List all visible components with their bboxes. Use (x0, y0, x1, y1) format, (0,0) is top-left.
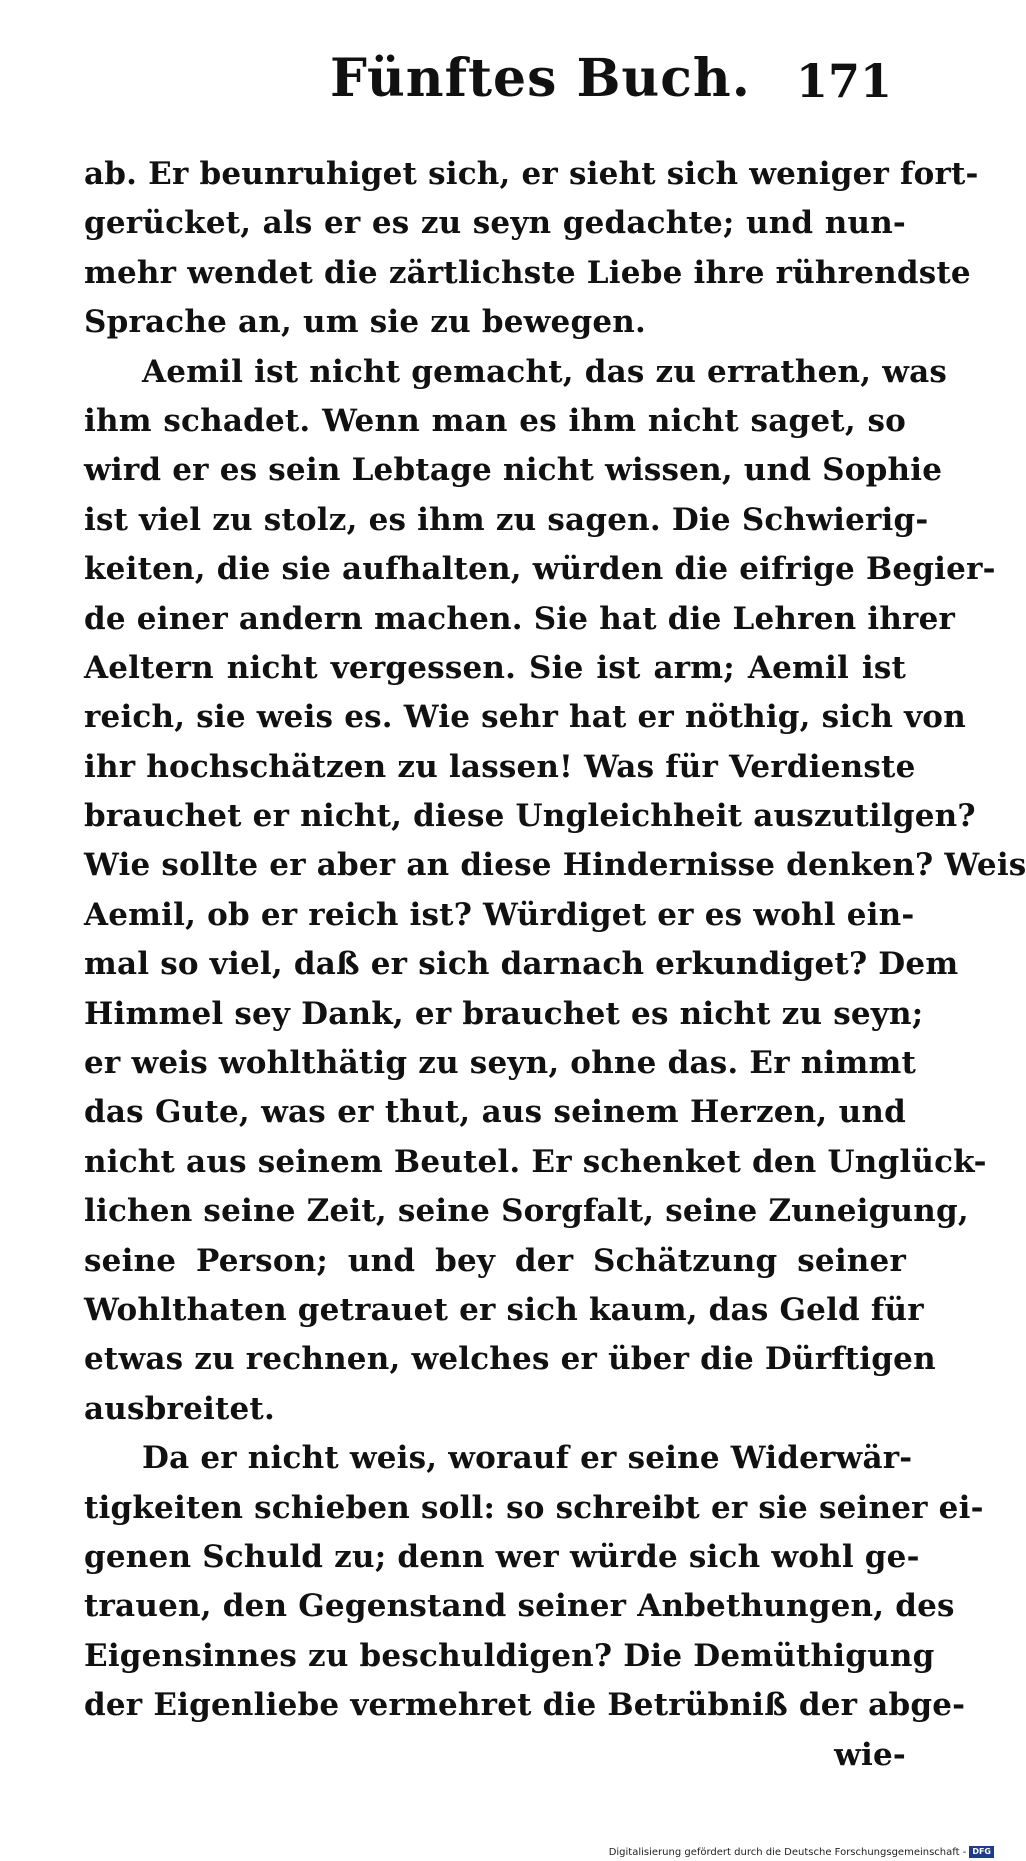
text-line: reich, sie weis es. Wie sehr hat er nöthig, sich von (84, 699, 966, 736)
text-line: etwas zu rechnen, welches er über die Dürftigen (84, 1341, 936, 1378)
text-line: Eigensinnes zu beschuldigen? Die Demüthigung (84, 1637, 935, 1674)
text-line: Wie sollte er aber an diese Hindernisse denken? Weis (84, 847, 1026, 884)
text-line: der Eigenliebe vermehret die Betrübniß der abge- (84, 1687, 966, 1724)
text-line: Aemil, ob er reich ist? Würdiget er es wohl ein- (84, 896, 915, 933)
running-title: Fünftes Buch. (330, 48, 751, 109)
text-line: Wohlthaten getrauet er sich kaum, das Geld für (84, 1291, 924, 1328)
text-line: tigkeiten schieben soll: so schreibt er sie seiner ei- (84, 1489, 984, 1526)
text-line: brauchet er nicht, diese Ungleichheit auszutilgen? (84, 798, 976, 835)
credit-text: Digitalisierung gefördert durch die Deutsche Forschungsgemeinschaft - (608, 1846, 967, 1858)
text-line: Sprache an, um sie zu bewegen. (84, 304, 646, 341)
text-line: Aeltern nicht vergessen. Sie ist arm; Aemil ist (84, 649, 906, 686)
paragraph-start-line: Da er nicht weis, worauf er seine Widerwär- (142, 1440, 913, 1477)
text-line: gerücket, als er es zu seyn gedachte; und nun- (84, 205, 906, 242)
page-number: 171 (796, 54, 893, 108)
text-line: de einer andern machen. Sie hat die Lehren ihrer (84, 600, 956, 637)
body-text (84, 150, 1026, 1780)
text-line: ihr hochschätzen zu lassen! Was für Verdienste (84, 748, 916, 785)
text-line: trauen, den Gegenstand seiner Anbethungen, des (84, 1588, 955, 1625)
text-line: wird er es sein Lebtage nicht wissen, und Sophie (84, 452, 943, 489)
paragraph-start-line: Aemil ist nicht gemacht, das zu errathen, was (142, 353, 948, 390)
catchword: wie- (834, 1736, 906, 1773)
text-line: mehr wendet die zärtlichste Liebe ihre rührendste (84, 254, 971, 291)
text-line: er weis wohlthätig zu seyn, ohne das. Er nimmt (84, 1045, 916, 1082)
text-line: ab. Er beunruhiget sich, er sieht sich weniger fort- (84, 156, 979, 192)
digitization-credit (609, 1846, 994, 1858)
text-line: ist viel zu stolz, es ihm zu sagen. Die Schwierig- (84, 501, 929, 538)
text-line: ausbreitet. (84, 1390, 275, 1427)
text-line: lichen seine Zeit, seine Sorgfalt, seine Zuneigung, (84, 1193, 969, 1230)
text-line: seine Person; und bey der Schätzung seiner (84, 1242, 906, 1279)
text-line: ihm schadet. Wenn man es ihm nicht saget, so (84, 402, 906, 439)
text-line: genen Schuld zu; denn wer würde sich wohl ge- (84, 1538, 920, 1575)
text-line: Himmel sey Dank, er brauchet es nicht zu seyn; (84, 995, 924, 1032)
text-line: mal so viel, daß er sich darnach erkundiget? Dem (84, 946, 959, 983)
dfg-logo: DFG (969, 1846, 994, 1858)
text-line: das Gute, was er thut, aus seinem Herzen, und (84, 1094, 906, 1131)
text-line: nicht aus seinem Beutel. Er schenket den Unglück- (84, 1143, 987, 1180)
text-line: keiten, die sie aufhalten, würden die eifrige Begier- (84, 551, 996, 588)
